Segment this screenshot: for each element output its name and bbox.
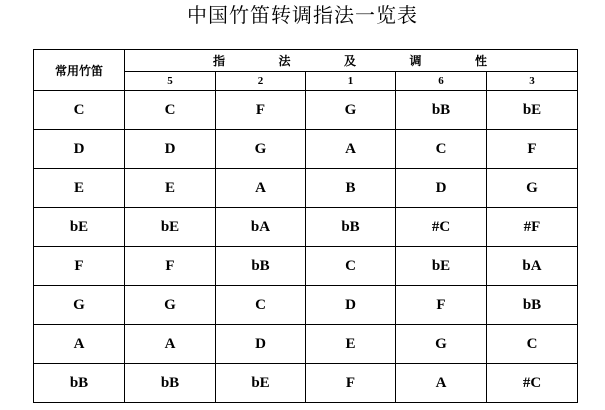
key-cell: C <box>306 247 396 286</box>
key-cell: G <box>216 130 306 169</box>
key-cell: bA <box>216 208 306 247</box>
span-header-char: 性 <box>475 54 488 69</box>
span-header-char: 及 <box>344 54 357 69</box>
key-cell: A <box>125 325 216 364</box>
key-cell: E <box>125 169 216 208</box>
key-cell: C <box>216 286 306 325</box>
span-header <box>125 50 578 72</box>
flute-key-cell: G <box>34 286 125 325</box>
key-cell: G <box>306 91 396 130</box>
key-cell: F <box>306 364 396 403</box>
key-cell: F <box>125 247 216 286</box>
flute-key-cell: D <box>34 130 125 169</box>
key-cell: F <box>396 286 487 325</box>
table-row <box>34 208 578 247</box>
key-cell: bE <box>125 208 216 247</box>
table-row <box>34 247 578 286</box>
fingering-header: 3 <box>487 72 578 91</box>
key-cell: G <box>125 286 216 325</box>
key-cell: G <box>396 325 487 364</box>
span-header-char: 指 <box>213 54 226 69</box>
fingering-header: 5 <box>125 72 216 91</box>
key-cell: bE <box>396 247 487 286</box>
table-row <box>34 169 578 208</box>
key-cell: bB <box>216 247 306 286</box>
table-row <box>34 364 578 403</box>
flute-key-cell: E <box>34 169 125 208</box>
fingering-header: 6 <box>396 72 487 91</box>
key-cell: G <box>487 169 578 208</box>
key-cell: B <box>306 169 396 208</box>
fingering-header: 1 <box>306 72 396 91</box>
key-cell: F <box>216 91 306 130</box>
table-row <box>34 325 578 364</box>
flute-key-cell: A <box>34 325 125 364</box>
corner-header: 常用竹笛 <box>34 50 125 91</box>
table-body <box>34 91 578 403</box>
key-cell: bA <box>487 247 578 286</box>
key-cell: #C <box>487 364 578 403</box>
key-cell: D <box>396 169 487 208</box>
key-cell: C <box>487 325 578 364</box>
key-cell: #F <box>487 208 578 247</box>
key-cell: bE <box>216 364 306 403</box>
table-row <box>34 91 578 130</box>
key-cell: C <box>125 91 216 130</box>
key-cell: #C <box>396 208 487 247</box>
span-header-char: 法 <box>278 54 291 69</box>
key-cell: bB <box>125 364 216 403</box>
key-cell: D <box>125 130 216 169</box>
flute-key-cell: bB <box>34 364 125 403</box>
key-cell: A <box>396 364 487 403</box>
key-cell: A <box>216 169 306 208</box>
page-title: 中国竹笛转调指法一览表 <box>187 3 418 27</box>
table-row <box>34 130 578 169</box>
flute-key-cell: C <box>34 91 125 130</box>
fingering-header: 2 <box>216 72 306 91</box>
key-cell: C <box>396 130 487 169</box>
key-cell: bB <box>487 286 578 325</box>
flute-key-cell: bE <box>34 208 125 247</box>
fingering-table <box>33 49 578 403</box>
key-cell: D <box>216 325 306 364</box>
span-header-char: 调 <box>409 54 422 69</box>
table-row <box>34 286 578 325</box>
key-cell: A <box>306 130 396 169</box>
key-cell: F <box>487 130 578 169</box>
key-cell: E <box>306 325 396 364</box>
key-cell: bB <box>396 91 487 130</box>
key-cell: bE <box>487 91 578 130</box>
key-cell: bB <box>306 208 396 247</box>
flute-key-cell: F <box>34 247 125 286</box>
key-cell: D <box>306 286 396 325</box>
